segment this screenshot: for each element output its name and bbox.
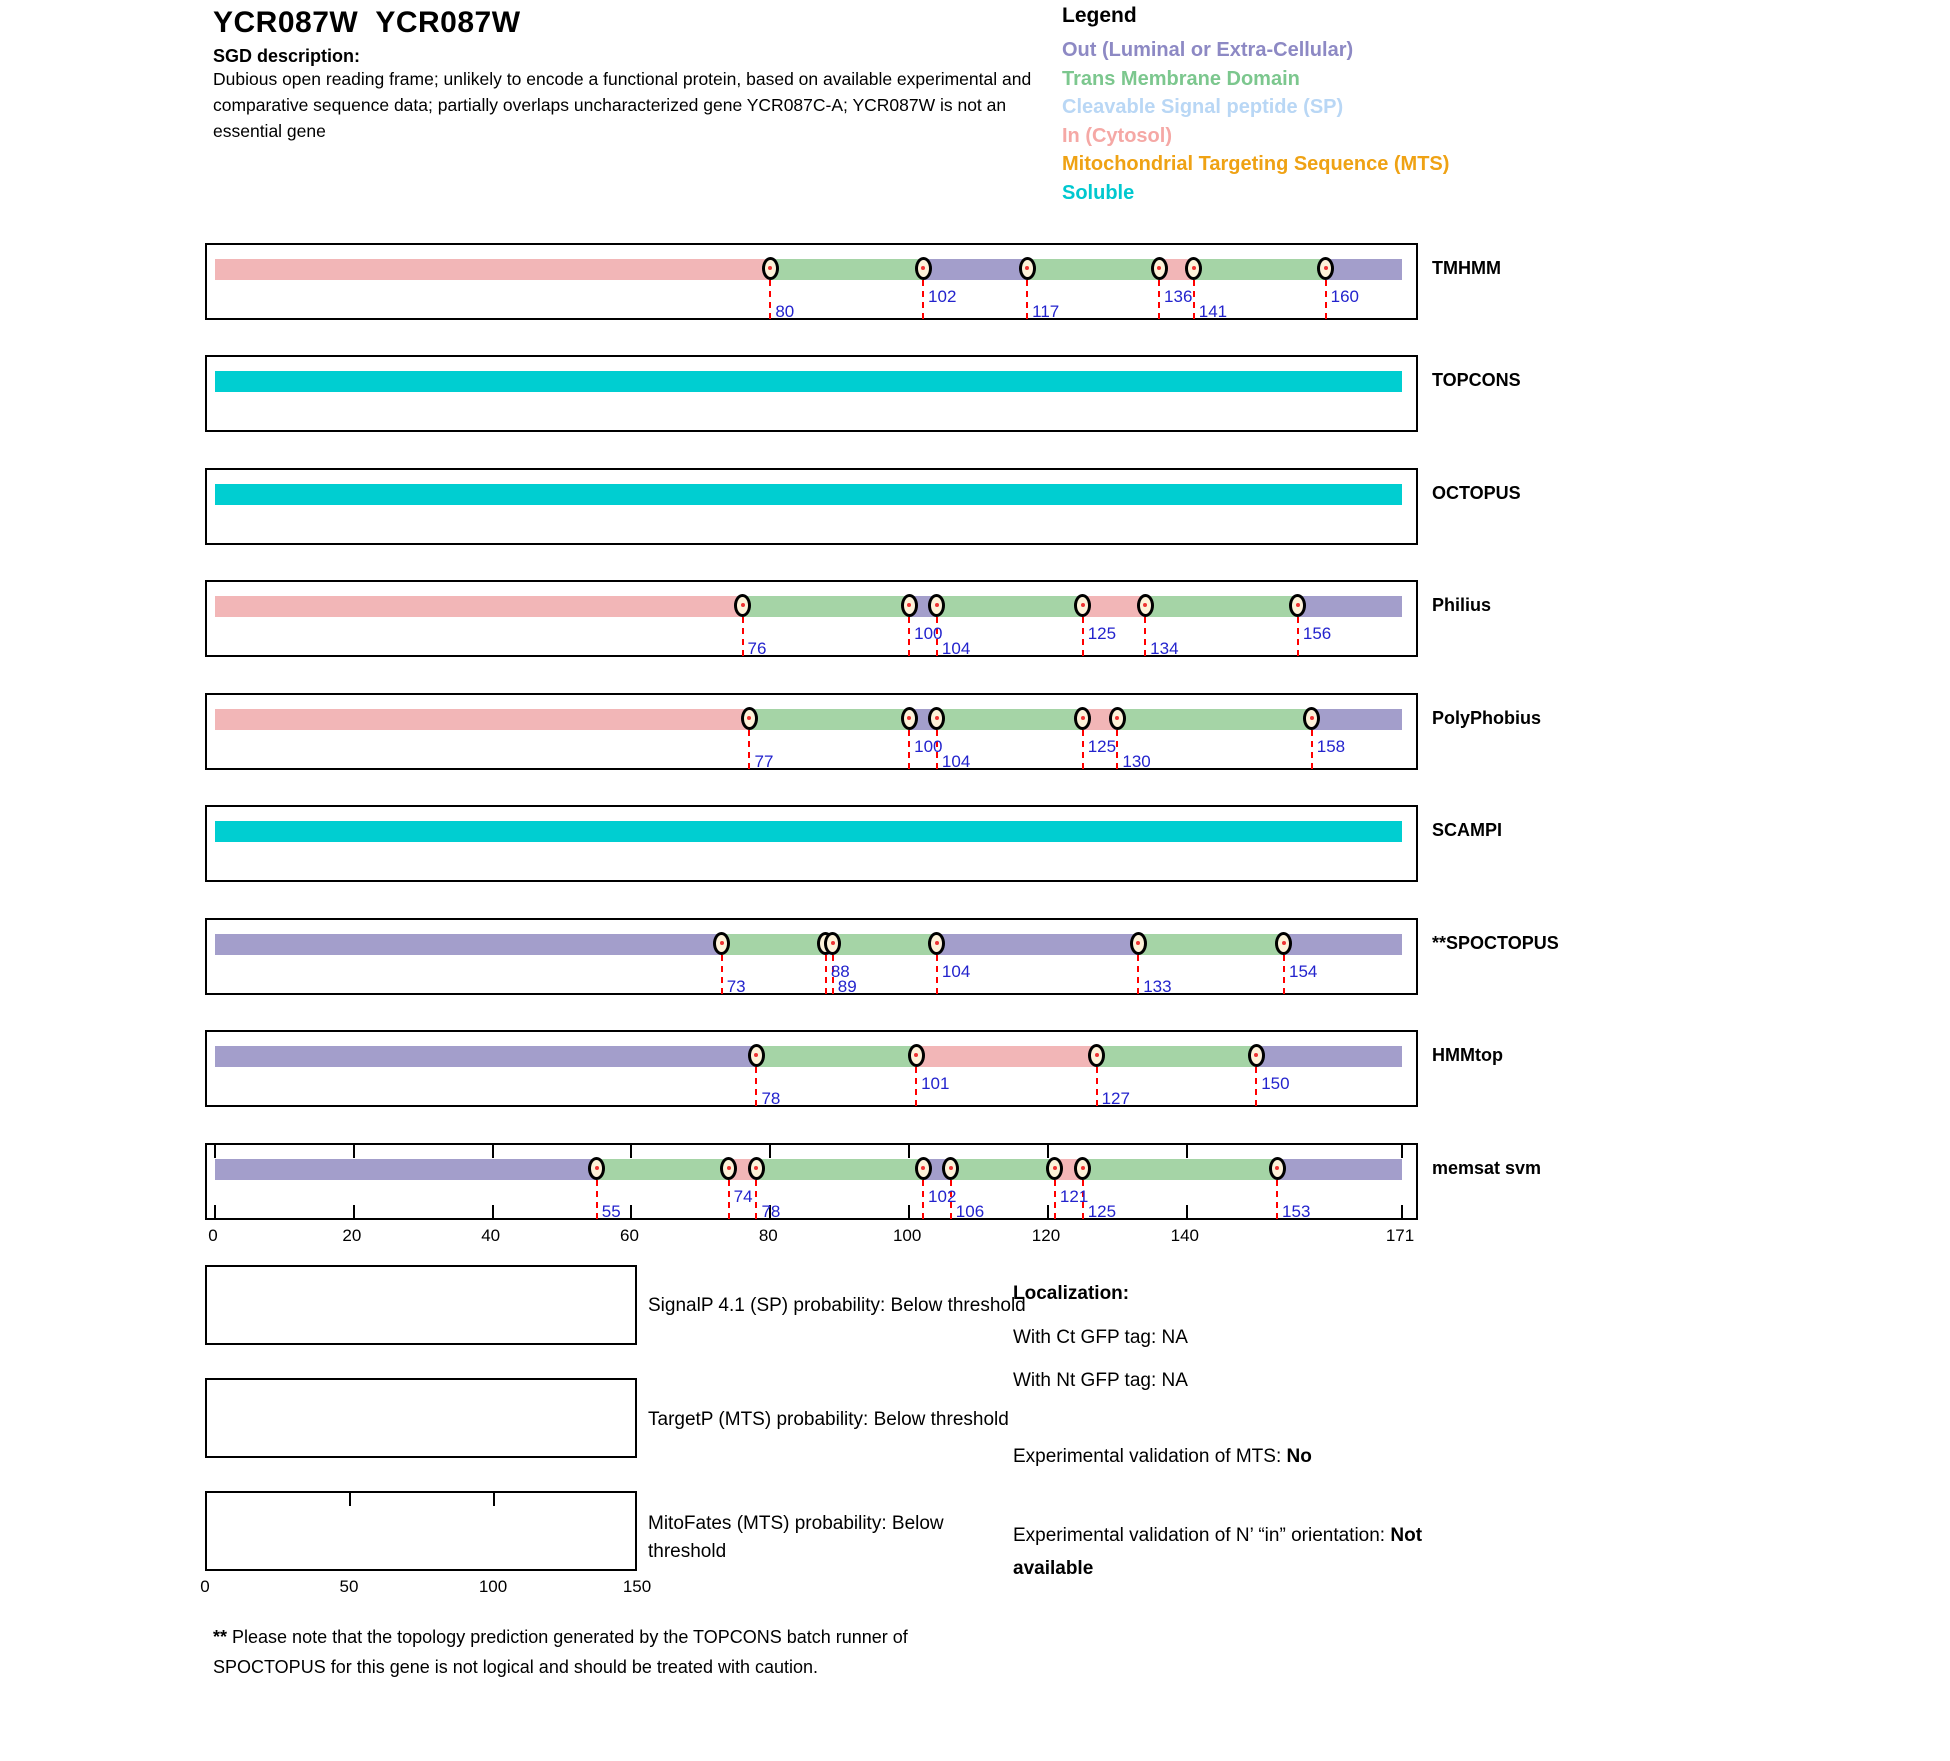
axis-tick: [492, 1145, 494, 1158]
marker-label: 104: [941, 639, 971, 658]
boundary-marker-icon: [1130, 932, 1147, 955]
axis-tick: [1186, 1145, 1188, 1158]
legend-item-soluble: Soluble: [1062, 181, 1135, 204]
marker-dot: [1192, 266, 1196, 270]
axis-tick: [1401, 1145, 1403, 1158]
segment-tm: [722, 934, 826, 955]
marker-dot: [935, 941, 939, 945]
axis-tick: [769, 1145, 771, 1158]
segment-in: [215, 709, 749, 730]
sgd-description-line: Dubious open reading frame; unlikely to encode a functional protein, based on available experimental and: [213, 69, 1032, 89]
legend-items: [1062, 36, 1449, 207]
track-box-octopus: [205, 468, 1418, 545]
marker-label: 156: [1302, 624, 1332, 643]
sgd-description-line: comparative sequence data; partially overlaps uncharacterized gene YCR087C-A; YCR087W is not an: [213, 95, 1007, 115]
segment-out: [1284, 934, 1402, 955]
sgd-description-label: SGD description:: [213, 46, 361, 66]
segment-soluble: [215, 821, 1402, 842]
segment-out: [1326, 259, 1402, 280]
sequence-axis-label: 80: [758, 1226, 778, 1245]
track-box-spoctopus: [205, 918, 1418, 995]
axis-tick: [908, 1145, 910, 1158]
marker-label: 104: [941, 752, 971, 771]
segment-tm: [937, 709, 1083, 730]
segment-tm: [1117, 709, 1311, 730]
sequence-axis-label: 60: [620, 1226, 639, 1245]
marker-label: 100: [914, 737, 943, 756]
mitofates-plot-box: [205, 1491, 637, 1571]
legend: [1062, 4, 1449, 207]
marker-dot: [935, 716, 939, 720]
segment-in: [1083, 596, 1145, 617]
track-box-topcons: [205, 355, 1418, 432]
marker-dot: [595, 1166, 599, 1170]
boundary-marker-icon: [762, 257, 779, 280]
marker-label: 154: [1288, 962, 1318, 981]
marker-dot: [720, 941, 724, 945]
mitofates-axis-label: 150: [622, 1577, 652, 1596]
axis-tick: [214, 1145, 216, 1158]
marker-dot: [1115, 716, 1119, 720]
legend-item-out: Out (Luminal or Extra-Cellular): [1062, 39, 1354, 61]
legend-item-mts: Mitochondrial Targeting Sequence (MTS): [1062, 153, 1450, 175]
segment-out: [215, 934, 722, 955]
sgd-description-line: essential gene: [213, 121, 326, 141]
signalp-plot-box: [205, 1265, 637, 1345]
axis-tick: [1047, 1145, 1049, 1158]
marker-label: 133: [1143, 977, 1172, 996]
marker-dot: [754, 1053, 758, 1057]
track-label-topcons: TOPCONS: [1432, 370, 1521, 390]
marker-dot: [914, 1053, 918, 1057]
segment-out: [215, 1046, 756, 1067]
marker-label: 80: [775, 302, 795, 321]
mitofates-tick-50: [349, 1493, 351, 1506]
boundary-marker-icon: [915, 1157, 932, 1180]
segment-tm: [1194, 259, 1326, 280]
marker-label: 125: [1087, 1202, 1117, 1221]
marker-label: 127: [1101, 1089, 1130, 1108]
segment-out: [1298, 596, 1402, 617]
marker-dot: [1136, 941, 1140, 945]
footnote-asterisks: **: [213, 1627, 228, 1647]
marker-dot: [1282, 941, 1286, 945]
marker-label: 76: [747, 639, 767, 658]
axis-tick: [214, 1205, 216, 1218]
marker-dot: [1053, 1166, 1057, 1170]
legend-item-in: In (Cytosol): [1062, 124, 1172, 147]
legend-item-sp: Cleavable Signal peptide (SP): [1062, 96, 1344, 118]
segment-tm: [756, 1046, 916, 1067]
targetp-plot-box: [205, 1378, 637, 1458]
marker-label: 125: [1087, 624, 1117, 643]
axis-tick: [1047, 1205, 1049, 1218]
track-box-philius: [205, 580, 1418, 657]
marker-label: 125: [1087, 737, 1117, 756]
sgd-description-text: [213, 66, 1031, 144]
marker-label: 150: [1261, 1074, 1290, 1093]
segment-tm: [833, 934, 937, 955]
segment-tm: [951, 1159, 1055, 1180]
track-label-scampi: SCAMPI: [1432, 820, 1503, 840]
marker-label: 78: [761, 1089, 781, 1108]
boundary-marker-icon: [1269, 1157, 1286, 1180]
marker-dot: [1310, 716, 1314, 720]
axis-tick: [908, 1205, 910, 1218]
marker-dot: [907, 603, 911, 607]
marker-label: 104: [941, 962, 971, 981]
marker-dot: [1143, 603, 1147, 607]
track-label-tmhmm: TMHMM: [1432, 258, 1501, 278]
marker-dot: [1025, 266, 1029, 270]
sequence-axis-label: 20: [342, 1226, 362, 1245]
localization-panel: [1013, 1283, 1513, 1585]
signalp-plot-label: SignalP 4.1 (SP) probability: Below threshold: [648, 1295, 1026, 1316]
marker-dot: [754, 1166, 758, 1170]
sequence-axis-label: 0: [208, 1226, 218, 1245]
segment-tm: [770, 259, 923, 280]
boundary-marker-icon: [1109, 707, 1126, 730]
marker-dot: [921, 1166, 925, 1170]
mts-validation-value: No: [1286, 1446, 1312, 1467]
marker-label: 100: [914, 624, 943, 643]
boundary-marker-icon: [901, 707, 918, 730]
mitofates-axis-label: 50: [339, 1577, 359, 1596]
marker-label: 158: [1316, 737, 1346, 756]
axis-tick: [1401, 1205, 1403, 1218]
boundary-marker-icon: [734, 594, 751, 617]
segment-tm: [743, 596, 910, 617]
sequence-axis-label: 140: [1170, 1226, 1199, 1245]
track-label-spoctopus: **SPOCTOPUS: [1432, 933, 1559, 953]
sequence-axis-label: 100: [892, 1226, 922, 1245]
orientation-validation-line: Experimental validation of N’ “in” orientation: Not available: [1013, 1525, 1423, 1579]
segment-in: [215, 259, 770, 280]
marker-dot: [1254, 1053, 1258, 1057]
marker-dot: [1324, 266, 1328, 270]
marker-dot: [741, 603, 745, 607]
marker-dot: [921, 266, 925, 270]
segment-out: [1312, 709, 1402, 730]
boundary-marker-icon: [901, 594, 918, 617]
track-label-octopus: OCTOPUS: [1432, 483, 1521, 503]
nt-gfp-line: With Nt GFP tag: NA: [1013, 1370, 1188, 1391]
mitofates-plot-label: MitoFates (MTS) probability: Below threshold: [648, 1513, 944, 1562]
segment-soluble: [215, 371, 1402, 392]
marker-label: 153: [1282, 1202, 1311, 1221]
marker-label: 101: [921, 1074, 950, 1093]
marker-label: 78: [761, 1202, 781, 1221]
axis-tick: [1186, 1205, 1188, 1218]
marker-label: 74: [733, 1187, 753, 1206]
marker-label: 77: [754, 752, 774, 771]
marker-dot: [1081, 716, 1085, 720]
marker-label: 88: [830, 962, 850, 981]
segment-tm: [1138, 934, 1284, 955]
boundary-marker-icon: [1137, 594, 1154, 617]
boundary-marker-icon: [748, 1157, 765, 1180]
marker-dot: [1296, 603, 1300, 607]
track-label-hmmtop: HMMtop: [1432, 1045, 1503, 1065]
segment-tm: [1097, 1046, 1257, 1067]
marker-dot: [1081, 603, 1085, 607]
marker-dot: [1275, 1166, 1279, 1170]
legend-item-tm: Trans Membrane Domain: [1062, 67, 1300, 90]
mitofates-tick-100: [493, 1493, 495, 1506]
orientation-validation-value: Not available: [1013, 1525, 1423, 1579]
boundary-marker-icon: [741, 707, 758, 730]
boundary-marker-icon: [908, 1044, 925, 1067]
boundary-marker-icon: [1151, 257, 1168, 280]
marker-dot: [935, 603, 939, 607]
segment-tm: [1083, 1159, 1277, 1180]
track-box-tmhmm: [205, 243, 1418, 320]
mitofates-axis-label: 100: [478, 1577, 508, 1596]
track-label-memsatsvm: memsat svm: [1432, 1158, 1542, 1178]
page-title: YCR087W YCR087W: [213, 6, 521, 39]
segment-out: [923, 259, 1027, 280]
marker-label: 134: [1150, 639, 1179, 658]
marker-label: 130: [1122, 752, 1151, 771]
boundary-marker-icon: [1019, 257, 1036, 280]
marker-dot: [768, 266, 772, 270]
marker-label: 141: [1198, 302, 1228, 321]
boundary-marker-icon: [1248, 1044, 1265, 1067]
axis-tick: [353, 1205, 355, 1218]
segment-tm: [597, 1159, 729, 1180]
marker-label: 136: [1164, 287, 1193, 306]
track-label-philius: Philius: [1432, 595, 1492, 615]
ct-gfp-line: With Ct GFP tag: NA: [1013, 1327, 1188, 1348]
axis-tick: [630, 1205, 632, 1218]
segment-tm: [1027, 259, 1159, 280]
sequence-axis-label: 171: [1385, 1226, 1415, 1245]
segment-out: [937, 934, 1138, 955]
track-box-hmmtop: [205, 1030, 1418, 1107]
marker-dot: [907, 716, 911, 720]
track-label-polyphobius: PolyPhobius: [1432, 708, 1542, 728]
marker-label: 89: [837, 977, 857, 996]
track-box-scampi: [205, 805, 1418, 882]
segment-out: [1256, 1046, 1402, 1067]
targetp-plot-label: TargetP (MTS) probability: Below threshold: [648, 1409, 1009, 1430]
segment-out: [215, 1159, 597, 1180]
mts-validation-line: Experimental validation of MTS: No: [1013, 1446, 1312, 1467]
marker-label: 121: [1059, 1187, 1089, 1206]
mitofates-axis-label: 0: [200, 1577, 210, 1596]
segment-soluble: [215, 484, 1402, 505]
marker-dot: [1095, 1053, 1099, 1057]
marker-dot: [949, 1166, 953, 1170]
segment-in: [916, 1046, 1096, 1067]
segment-tm: [749, 709, 909, 730]
track-box-polyphobius: [205, 693, 1418, 770]
legend-title: Legend: [1062, 4, 1137, 27]
localization-title: Localization:: [1013, 1283, 1130, 1304]
segment-tm: [1145, 596, 1298, 617]
segment-out: [1277, 1159, 1402, 1180]
marker-label: 102: [928, 1187, 957, 1206]
segment-tm: [937, 596, 1083, 617]
marker-dot: [747, 716, 751, 720]
marker-dot: [727, 1166, 731, 1170]
marker-label: 160: [1330, 287, 1360, 306]
boundary-marker-icon: [1088, 1044, 1105, 1067]
marker-label: 55: [601, 1202, 621, 1221]
marker-label: 73: [726, 977, 746, 996]
marker-dot: [1081, 1166, 1085, 1170]
marker-dot: [1157, 266, 1161, 270]
track-box-memsatsvm: [205, 1143, 1418, 1220]
marker-label: 106: [955, 1202, 985, 1221]
axis-tick: [353, 1145, 355, 1158]
segment-tm: [756, 1159, 923, 1180]
boundary-marker-icon: [915, 257, 932, 280]
marker-label: 102: [928, 287, 957, 306]
segment-in: [215, 596, 743, 617]
spoctopus-footnote: ** Please note that the topology prediction generated by the TOPCONS batch runner of SPOCTOPUS for this gene is not logical and should be treated with caution.: [213, 1627, 908, 1677]
axis-tick: [630, 1145, 632, 1158]
axis-tick: [492, 1205, 494, 1218]
sequence-axis-label: 120: [1031, 1226, 1061, 1245]
marker-label: 117: [1032, 302, 1060, 321]
marker-dot: [831, 941, 835, 945]
sequence-axis-label: 40: [481, 1226, 501, 1245]
boundary-marker-icon: [748, 1044, 765, 1067]
